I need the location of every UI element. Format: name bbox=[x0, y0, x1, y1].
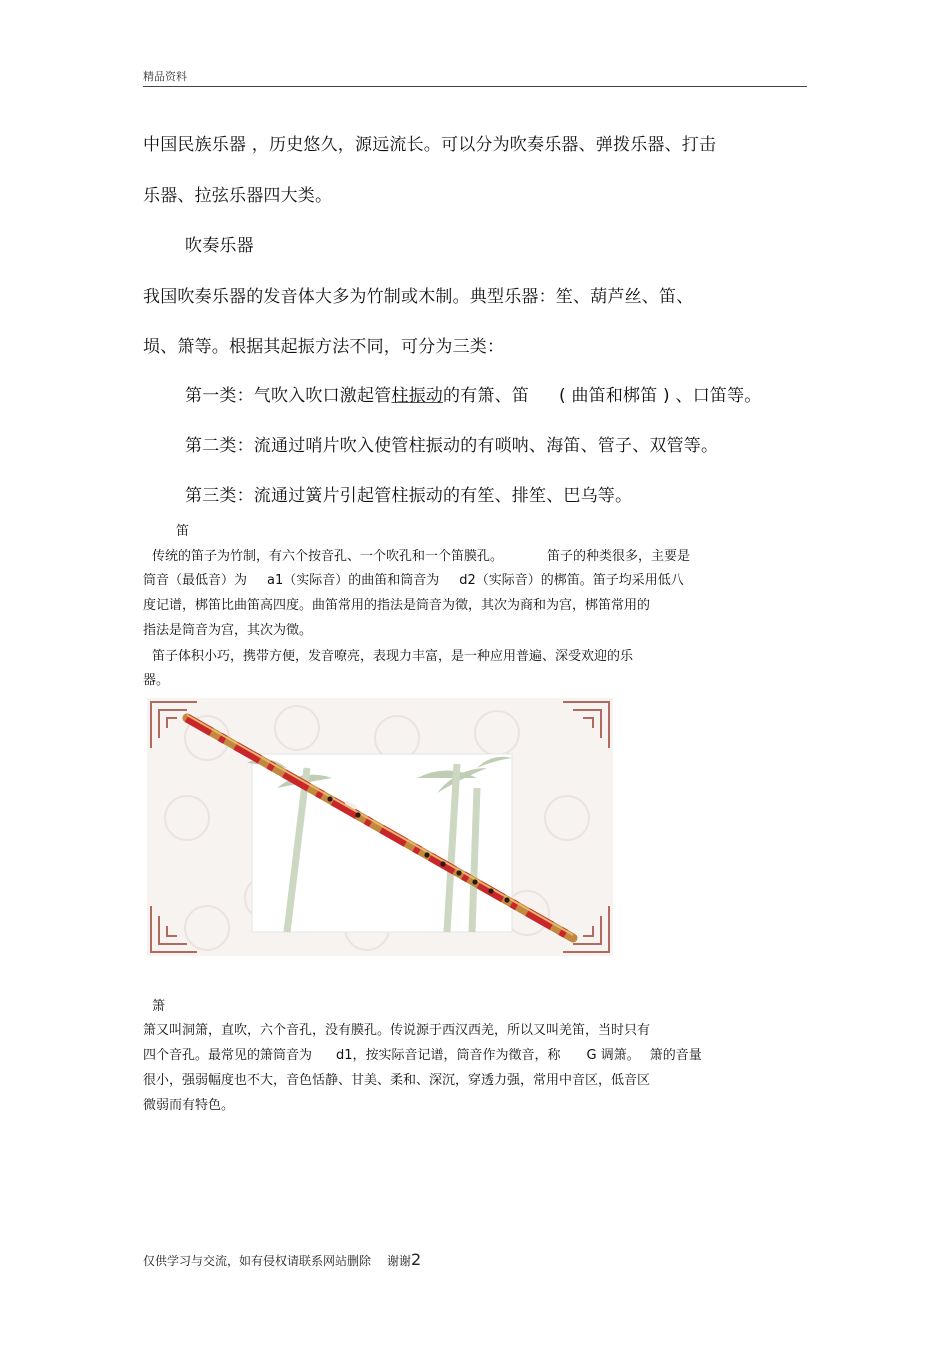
footer-text: 仅供学习与交流，如有侵权请联系网站删除 bbox=[143, 1254, 372, 1268]
header-divider bbox=[143, 86, 807, 87]
wind-category-3: 第三类：流通过簧片引起管柱振动的有笙、排笙、巴乌等。 bbox=[185, 486, 633, 506]
xiao-line-2b: d1，按实际音记谱，筒音作为徵音，称 bbox=[336, 1048, 561, 1063]
xiao-line-2d: 箫的音量 bbox=[649, 1048, 702, 1063]
wind-desc-1: 我国吹奏乐器的发音体大多为竹制或木制。典型乐器：笙、葫芦丝、笛、 bbox=[143, 287, 694, 307]
di-line-3: 度记谱，梆笛比曲笛高四度。曲笛常用的指法是筒音为徵，其次为商和为宫，梆笛常用的 bbox=[143, 598, 651, 613]
di-line-2a: 筒音（最低音）为 bbox=[143, 573, 248, 588]
page-number: 2 bbox=[411, 1250, 422, 1269]
footer-note bbox=[143, 1250, 421, 1269]
wind-heading: 吹奏乐器 bbox=[185, 236, 254, 256]
di-line-2c: d2（实际音）的梆笛。笛子均采用低八 bbox=[459, 573, 684, 588]
di-line-5: 笛子体积小巧，携带方便，发音嘹亮，表现力丰富，是一种应用普遍、深受欢迎的乐 bbox=[152, 649, 634, 664]
cat1-part-b: 的有箫、笛 bbox=[443, 386, 530, 406]
xiao-line-2a: 四个音孔。最常见的箫筒音为 bbox=[143, 1048, 313, 1063]
wind-category-1 bbox=[185, 381, 762, 406]
xiao-line-4: 微弱而有特色。 bbox=[143, 1098, 235, 1113]
wind-desc-2: 埙、箫等。根据其起振方法不同，可分为三类： bbox=[143, 337, 505, 357]
wind-category-2: 第二类：流通过哨片吹入使管柱振动的有唢呐、海笛、管子、双管等。 bbox=[185, 436, 719, 456]
di-line-2 bbox=[143, 569, 684, 588]
cat1-part-c: ( 曲笛和梆笛 ) 、口笛等。 bbox=[559, 386, 762, 406]
di-line-1a: 传统的笛子为竹制，有六个按音孔、一个吹孔和一个笛膜孔。 bbox=[152, 549, 504, 564]
dizi-flute-illustration bbox=[147, 698, 613, 956]
cat1-part-a: 第一类：气吹入吹口激起管 bbox=[185, 386, 392, 406]
di-line-4: 指法是筒音为宫，其次为徵。 bbox=[143, 623, 313, 638]
di-line-6: 器。 bbox=[143, 673, 170, 688]
cat1-underlined: 柱振动 bbox=[391, 386, 444, 406]
di-line-1b: 笛子的种类很多，主要是 bbox=[547, 549, 691, 564]
xiao-line-1: 箫又叫洞箫，直吹，六个音孔，没有膜孔。传说源于西汉西羌，所以又叫羌笛，当时只有 bbox=[143, 1023, 651, 1038]
xiao-line-3: 很小，强弱幅度也不大，音色恬静、甘美、柔和、深沉，穿透力强，常用中音区，低音区 bbox=[143, 1073, 651, 1088]
xiao-line-2 bbox=[143, 1044, 702, 1063]
intro-line-1: 中国民族乐器 ，历史悠久，源远流长。可以分为吹奏乐器、弹拨乐器、打击 bbox=[143, 135, 717, 155]
di-heading: 笛 bbox=[176, 524, 190, 539]
xiao-line-2c: G 调箫。 bbox=[586, 1048, 640, 1063]
xiao-heading: 箫 bbox=[152, 999, 166, 1014]
intro-line-2: 乐器、拉弦乐器四大类。 bbox=[143, 186, 333, 206]
di-line-2b: a1（实际音）的曲笛和筒音为 bbox=[267, 573, 440, 588]
di-line-1 bbox=[152, 545, 690, 564]
header-label: 精品资料 bbox=[143, 70, 187, 83]
footer-thanks: 谢谢 bbox=[387, 1254, 412, 1268]
